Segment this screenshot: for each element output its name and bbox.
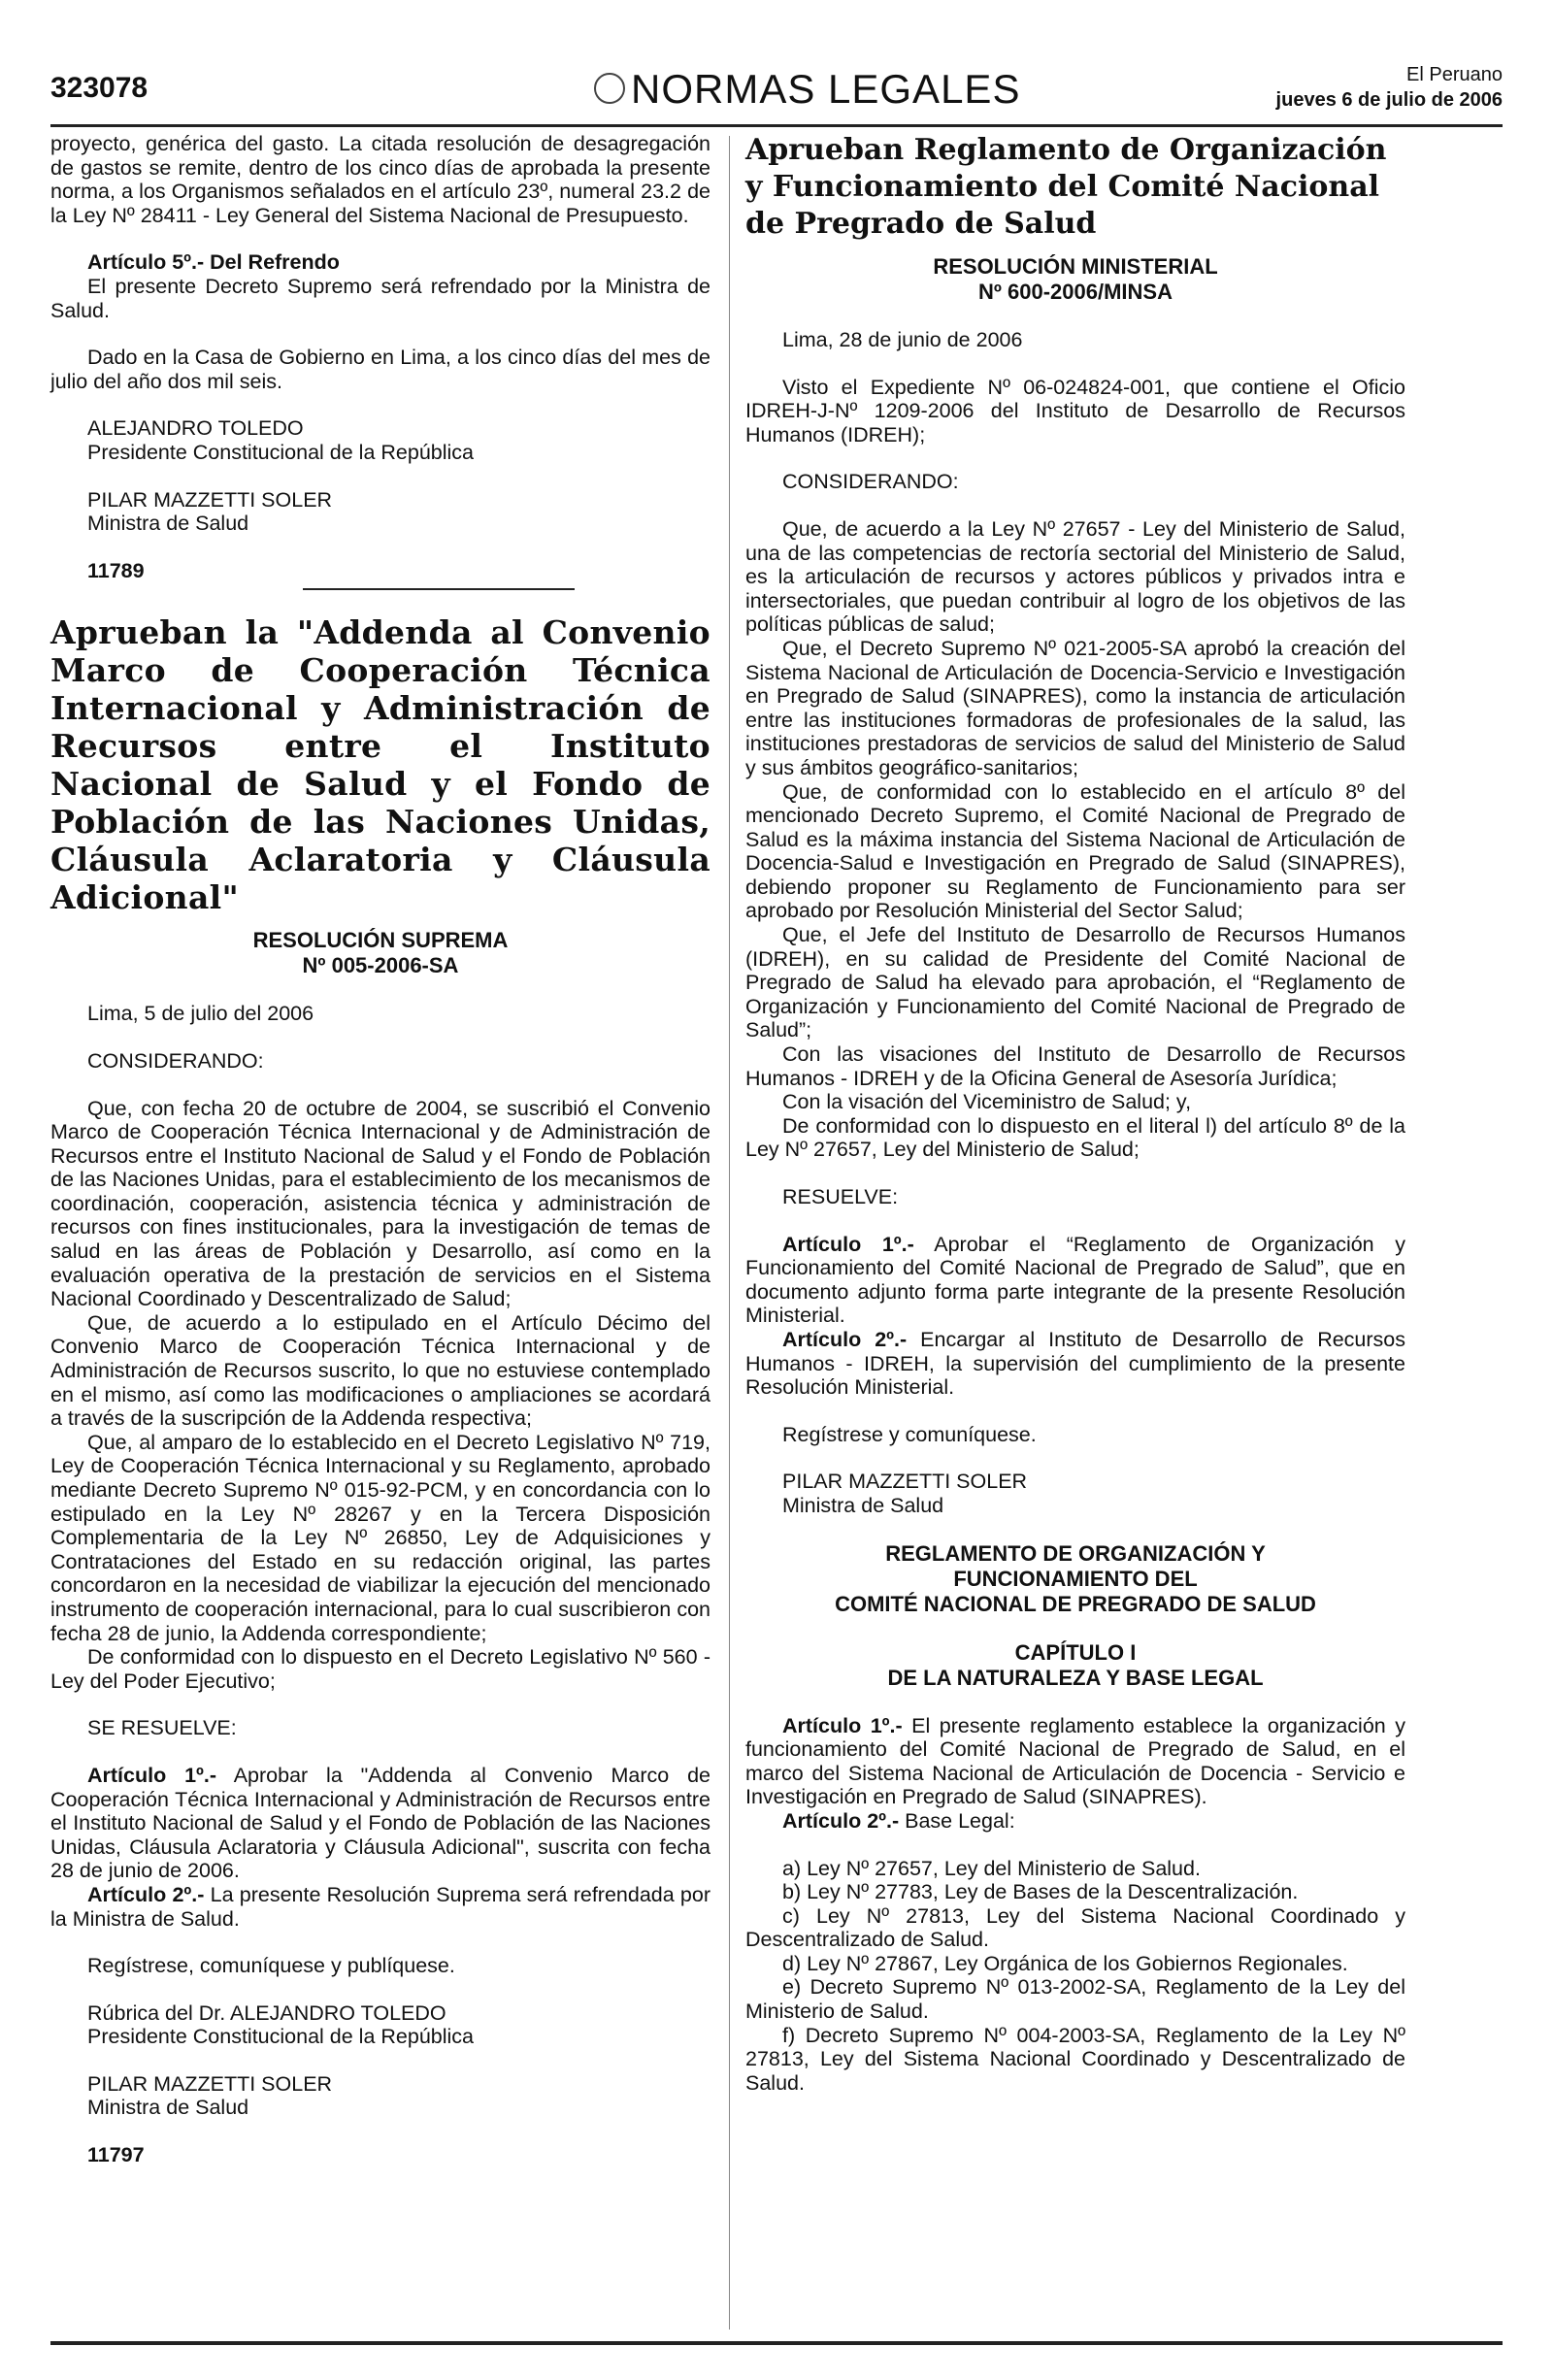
se-resuelve: SE RESUELVE: <box>87 1716 237 1740</box>
list-item: a) Ley Nº 27657, Ley del Ministerio de Salud. <box>782 1856 1201 1880</box>
section-title <box>594 66 1020 113</box>
considerando-r6: Con la visación del Viceministro de Salud; y, <box>782 1090 1192 1114</box>
coat-of-arms-icon <box>594 73 625 104</box>
considerando-1: Que, con fecha 20 de octubre de 2004, se suscribió el Convenio Marco de Cooperación Técnica Internacional y de Administración de Recursos entre el Instituto Nacional de Salud y el Fondo de Población de las Naciones Unidas, para el establecimiento de los mecanismos de coordinación, cooperación, asistencia técnica y administración de recursos con fines institucionales, para la investigación de temas de salud en las áreas de Población y Desarrollo, así como en la evaluación operativa de la prestación de servicios en el Sistema Nacional Coordinado y Descentralizado de Salud; <box>50 1096 710 1311</box>
signature-3-role: Ministra de Salud <box>87 2096 249 2120</box>
visto-paragraph: Visto el Expediente Nº 06-024824-001, que contiene el Oficio IDREH-J-Nº 1209-2006 del Instituto de Desarrollo de Recursos Humanos (IDREH); <box>745 375 1405 446</box>
article-2-label: Artículo 2º.- <box>87 1882 205 1906</box>
column-divider <box>729 136 730 2330</box>
resolution-title-left: Aprueban la "Addenda al Convenio Marco de Cooperación Técnica Internacional y Administración de Recursos entre el Instituto Nacional de Salud y el Fondo de Población de las Naciones Unidas, Cláusula Aclaratoria y Cláusula Adicional" <box>50 613 710 917</box>
regulation-title-2: FUNCIONAMIENTO DEL <box>953 1566 1198 1591</box>
article-1-right <box>745 1233 1405 1328</box>
signature-3-name: PILAR MAZZETTI SOLER <box>87 2071 333 2096</box>
considerando-r3: Que, de conformidad con lo establecido en el artículo 8º del mencionado Decreto Supremo, el Comité Nacional de Pregrado de Salud es la máxima instancia del Sistema Nacional de Articulación de Docencia-Salud e Investigación en Pregrado de Salud (SINAPRES), debiendo proponer su Reglamento de Funcionamiento para ser aprobado por Resolución Ministerial del Sector Salud; <box>745 779 1405 923</box>
considerando-right: CONSIDERANDO: <box>782 470 959 494</box>
left-column <box>50 132 710 2167</box>
article-1-text: Aprobar la "Addenda al Convenio Marco de Cooperación Técnica Internacional y Administración de Recursos entre el Instituto Nacional de Salud y el Fondo de Población de las Naciones Unidas, Cláusula Aclaratoria y Cláusula Adicional", suscrita con fecha 28 de junio de 2006. <box>50 1763 710 1883</box>
regulation-title-3: COMITÉ NACIONAL DE PREGRADO DE SALUD <box>835 1591 1316 1616</box>
article-2-text: La presente Resolución Suprema será refrendada por la Ministra de Salud. <box>50 1882 710 1931</box>
resolution-title-right: Aprueban Reglamento de Organización y Funcionamiento del Comité Nacional de Pregrado de Salud <box>745 133 1387 241</box>
registrese-right: Regístrese y comuníquese. <box>782 1422 1037 1446</box>
resuelve-right: RESUELVE: <box>782 1185 899 1208</box>
considerando-r4: Que, el Jefe del Instituto de Desarrollo de Recursos Humanos (IDREH), en su calidad de Presidente del Comité Nacional de Pregrado de Salud ha elevado para aprobación, el “Reglamento de Organización y Funcionamiento del Comité Nacional de Pregrado de Salud”; <box>745 923 1405 1042</box>
footer-rule <box>50 2341 1503 2345</box>
lima-date-left: Lima, 5 de julio del 2006 <box>87 1002 314 1026</box>
chapter-title: DE LA NATURALEZA Y BASE LEGAL <box>887 1665 1264 1690</box>
article-5-title: Artículo 5º.- Del Refrendo <box>87 250 340 275</box>
signature-2-role: Ministra de Salud <box>87 512 249 536</box>
article-1-label: Artículo 1º.- <box>87 1763 217 1787</box>
signature-right-name: PILAR MAZZETTI SOLER <box>782 1470 1028 1494</box>
considerando-left: CONSIDERANDO: <box>87 1048 264 1073</box>
considerando-4: De conformidad con lo dispuesto en el Decreto Legislativo Nº 560 - Ley del Poder Ejecutivo; <box>50 1645 710 1693</box>
regulation-article-1-text: El presente reglamento establece la organización y funcionamiento del Comité Nacional de Pregrado de Salud, en el marco del Sistema Nacional de Articulación de Docencia - Servicio e Investigación en Pregrado de Salud (SINAPRES). <box>745 1713 1405 1809</box>
intro-paragraph: proyecto, genérica del gasto. La citada resolución de desagregación de gastos se remite, dentro de los cinco días de aprobada la presente norma, a los Organismos señalados en el artículo 23º, numeral 23.2 de la Ley Nº 28411 - Ley General del Sistema Nacional de Presupuesto. <box>50 132 710 227</box>
list-item: e) Decreto Supremo Nº 013-2002-SA, Reglamento de la Ley del Ministerio de Salud. <box>745 1975 1405 2024</box>
article-1-right-label: Artículo 1º.- <box>782 1232 914 1256</box>
chapter-number: CAPÍTULO I <box>1014 1639 1137 1665</box>
considerando-r5: Con las visaciones del Instituto de Desarrollo de Recursos Humanos - IDREH y de la Oficina General de Asesoría Jurídica; <box>745 1042 1405 1090</box>
page-number: 323078 <box>50 72 149 104</box>
considerando-2: Que, de acuerdo a lo estipulado en el Artículo Décimo del Convenio Marco de Cooperación Técnica Internacional y de Administración de Recursos suscrito, lo que no estuviese contemplado en el mismo, así como las modificaciones o ampliaciones se acordará a través de la suscripción de la Addenda respectiva; <box>50 1310 710 1431</box>
article-2-right-label: Artículo 2º.- <box>782 1327 908 1351</box>
resolution-number-left: Nº 005-2006-SA <box>302 953 459 978</box>
regulation-article-2-label: Artículo 2º.- <box>782 1808 900 1833</box>
publication-date: jueves 6 de julio de 2006 <box>1275 89 1503 111</box>
regulation-title-1: REGLAMENTO DE ORGANIZACIÓN Y <box>885 1540 1266 1566</box>
page-header <box>50 60 1503 118</box>
signature-1-role: Presidente Constitucional de la República <box>87 440 474 464</box>
list-item: c) Ley Nº 27813, Ley del Sistema Nacional Coordinado y Descentralizado de Salud. <box>745 1903 1405 1952</box>
lima-date-right: Lima, 28 de junio de 2006 <box>782 328 1023 351</box>
newspaper-info <box>1276 62 1503 113</box>
rubrica: Rúbrica del Dr. ALEJANDRO TOLEDO <box>87 2000 446 2025</box>
article-1-right-text: Aprobar el “Reglamento de Organización y Funcionamiento del Comité Nacional de Pregrado de Salud”, que en documento adjunto forma parte integrante de la presente Resolución Ministerial. <box>745 1232 1406 1328</box>
article-2-right <box>745 1328 1405 1400</box>
resolution-type-left: RESOLUCIÓN SUPREMA <box>252 928 509 953</box>
newspaper-name: El Peruano <box>1406 64 1503 85</box>
considerando-r2: Que, el Decreto Supremo Nº 021-2005-SA aprobó la creación del Sistema Nacional de Articulación de Docencia-Servicio e Investigación en Pregrado de Salud (SINAPRES), como la instancia de articulación entre las instituciones formadoras de profesionales de la salud, las instituciones prestadoras de servicios de salud del Ministerio de Salud y sus ámbitos geográfico-sanitarios; <box>745 636 1405 779</box>
dado-paragraph: Dado en la Casa de Gobierno en Lima, a los cinco días del mes de julio del año dos mil seis. <box>50 346 710 393</box>
list-item: b) Ley Nº 27783, Ley de Bases de la Descentralización. <box>782 1880 1299 1904</box>
base-legal-list <box>745 1857 1405 2096</box>
list-item: f) Decreto Supremo Nº 004-2003-SA, Reglamento de la Ley Nº 27813, Ley del Sistema Nacional Coordinado y Descentralizado de Salud. <box>745 2023 1405 2095</box>
resolution-type-right: RESOLUCIÓN MINISTERIAL <box>933 254 1218 279</box>
reference-number-1: 11789 <box>87 558 145 582</box>
resolution-number-right: Nº 600-2006/MINSA <box>977 280 1173 304</box>
considerando-r7: De conformidad con lo dispuesto en el literal l) del artículo 8º de la Ley Nº 27657, Ley del Ministerio de Salud; <box>745 1113 1405 1162</box>
list-item: d) Ley Nº 27867, Ley Orgánica de los Gobiernos Regionales. <box>782 1951 1348 1975</box>
section-title-text: NORMAS LEGALES <box>631 66 1021 112</box>
separator-rule <box>303 588 575 590</box>
regulation-article-2 <box>745 1809 1405 1834</box>
regulation-article-2-text: Base Legal: <box>899 1808 1015 1833</box>
article-1-left <box>50 1764 710 1883</box>
right-column <box>745 132 1405 2095</box>
article-5-text: El presente Decreto Supremo será refrendado por la Ministra de Salud. <box>50 274 710 322</box>
considerando-3: Que, al amparo de lo establecido en el Decreto Legislativo Nº 719, Ley de Cooperación Técnica Internacional y su Reglamento, aprobado mediante Decreto Supremo Nº 015-92-PCM, y en concordancia con lo estipulado en la Ley Nº 28267 y en la Tercera Disposición Complementaria de la Ley Nº 26850, Ley de Adquisiciones y Contrataciones del Estado en su redacción original, las partes concordaron en la necesidad de viabilizar la ejecución del mencionado instrumento de cooperación internacional, para lo cual suscribieron con fecha 28 de junio, la Addenda correspondiente; <box>50 1430 710 1645</box>
article-2-left <box>50 1883 710 1931</box>
signature-1-name: ALEJANDRO TOLEDO <box>87 416 304 441</box>
header-rule <box>50 124 1503 127</box>
registrese-left: Regístrese, comuníquese y publíquese. <box>87 1954 455 1978</box>
signature-2-name: PILAR MAZZETTI SOLER <box>87 487 333 512</box>
signature-right-role: Ministra de Salud <box>782 1493 944 1517</box>
regulation-article-1-label: Artículo 1º.- <box>782 1713 903 1737</box>
rubrica-role: Presidente Constitucional de la República <box>87 2025 474 2049</box>
article-2-right-text: Encargar al Instituto de Desarrollo de Recursos Humanos - IDREH, la supervisión del cumplimiento de la presente Resolución Ministerial. <box>745 1327 1406 1400</box>
considerando-r1: Que, de acuerdo a la Ley Nº 27657 - Ley del Ministerio de Salud, una de las competencias de rectoría sectorial del Ministerio de Salud, es la articulación de recursos y actores públicos y privados intra e intersectoriales, que puedan contribuir al logro de los objetivos de las políticas públicas de salud; <box>745 516 1405 637</box>
reference-number-2: 11797 <box>87 2143 145 2167</box>
regulation-article-1 <box>745 1714 1405 1809</box>
